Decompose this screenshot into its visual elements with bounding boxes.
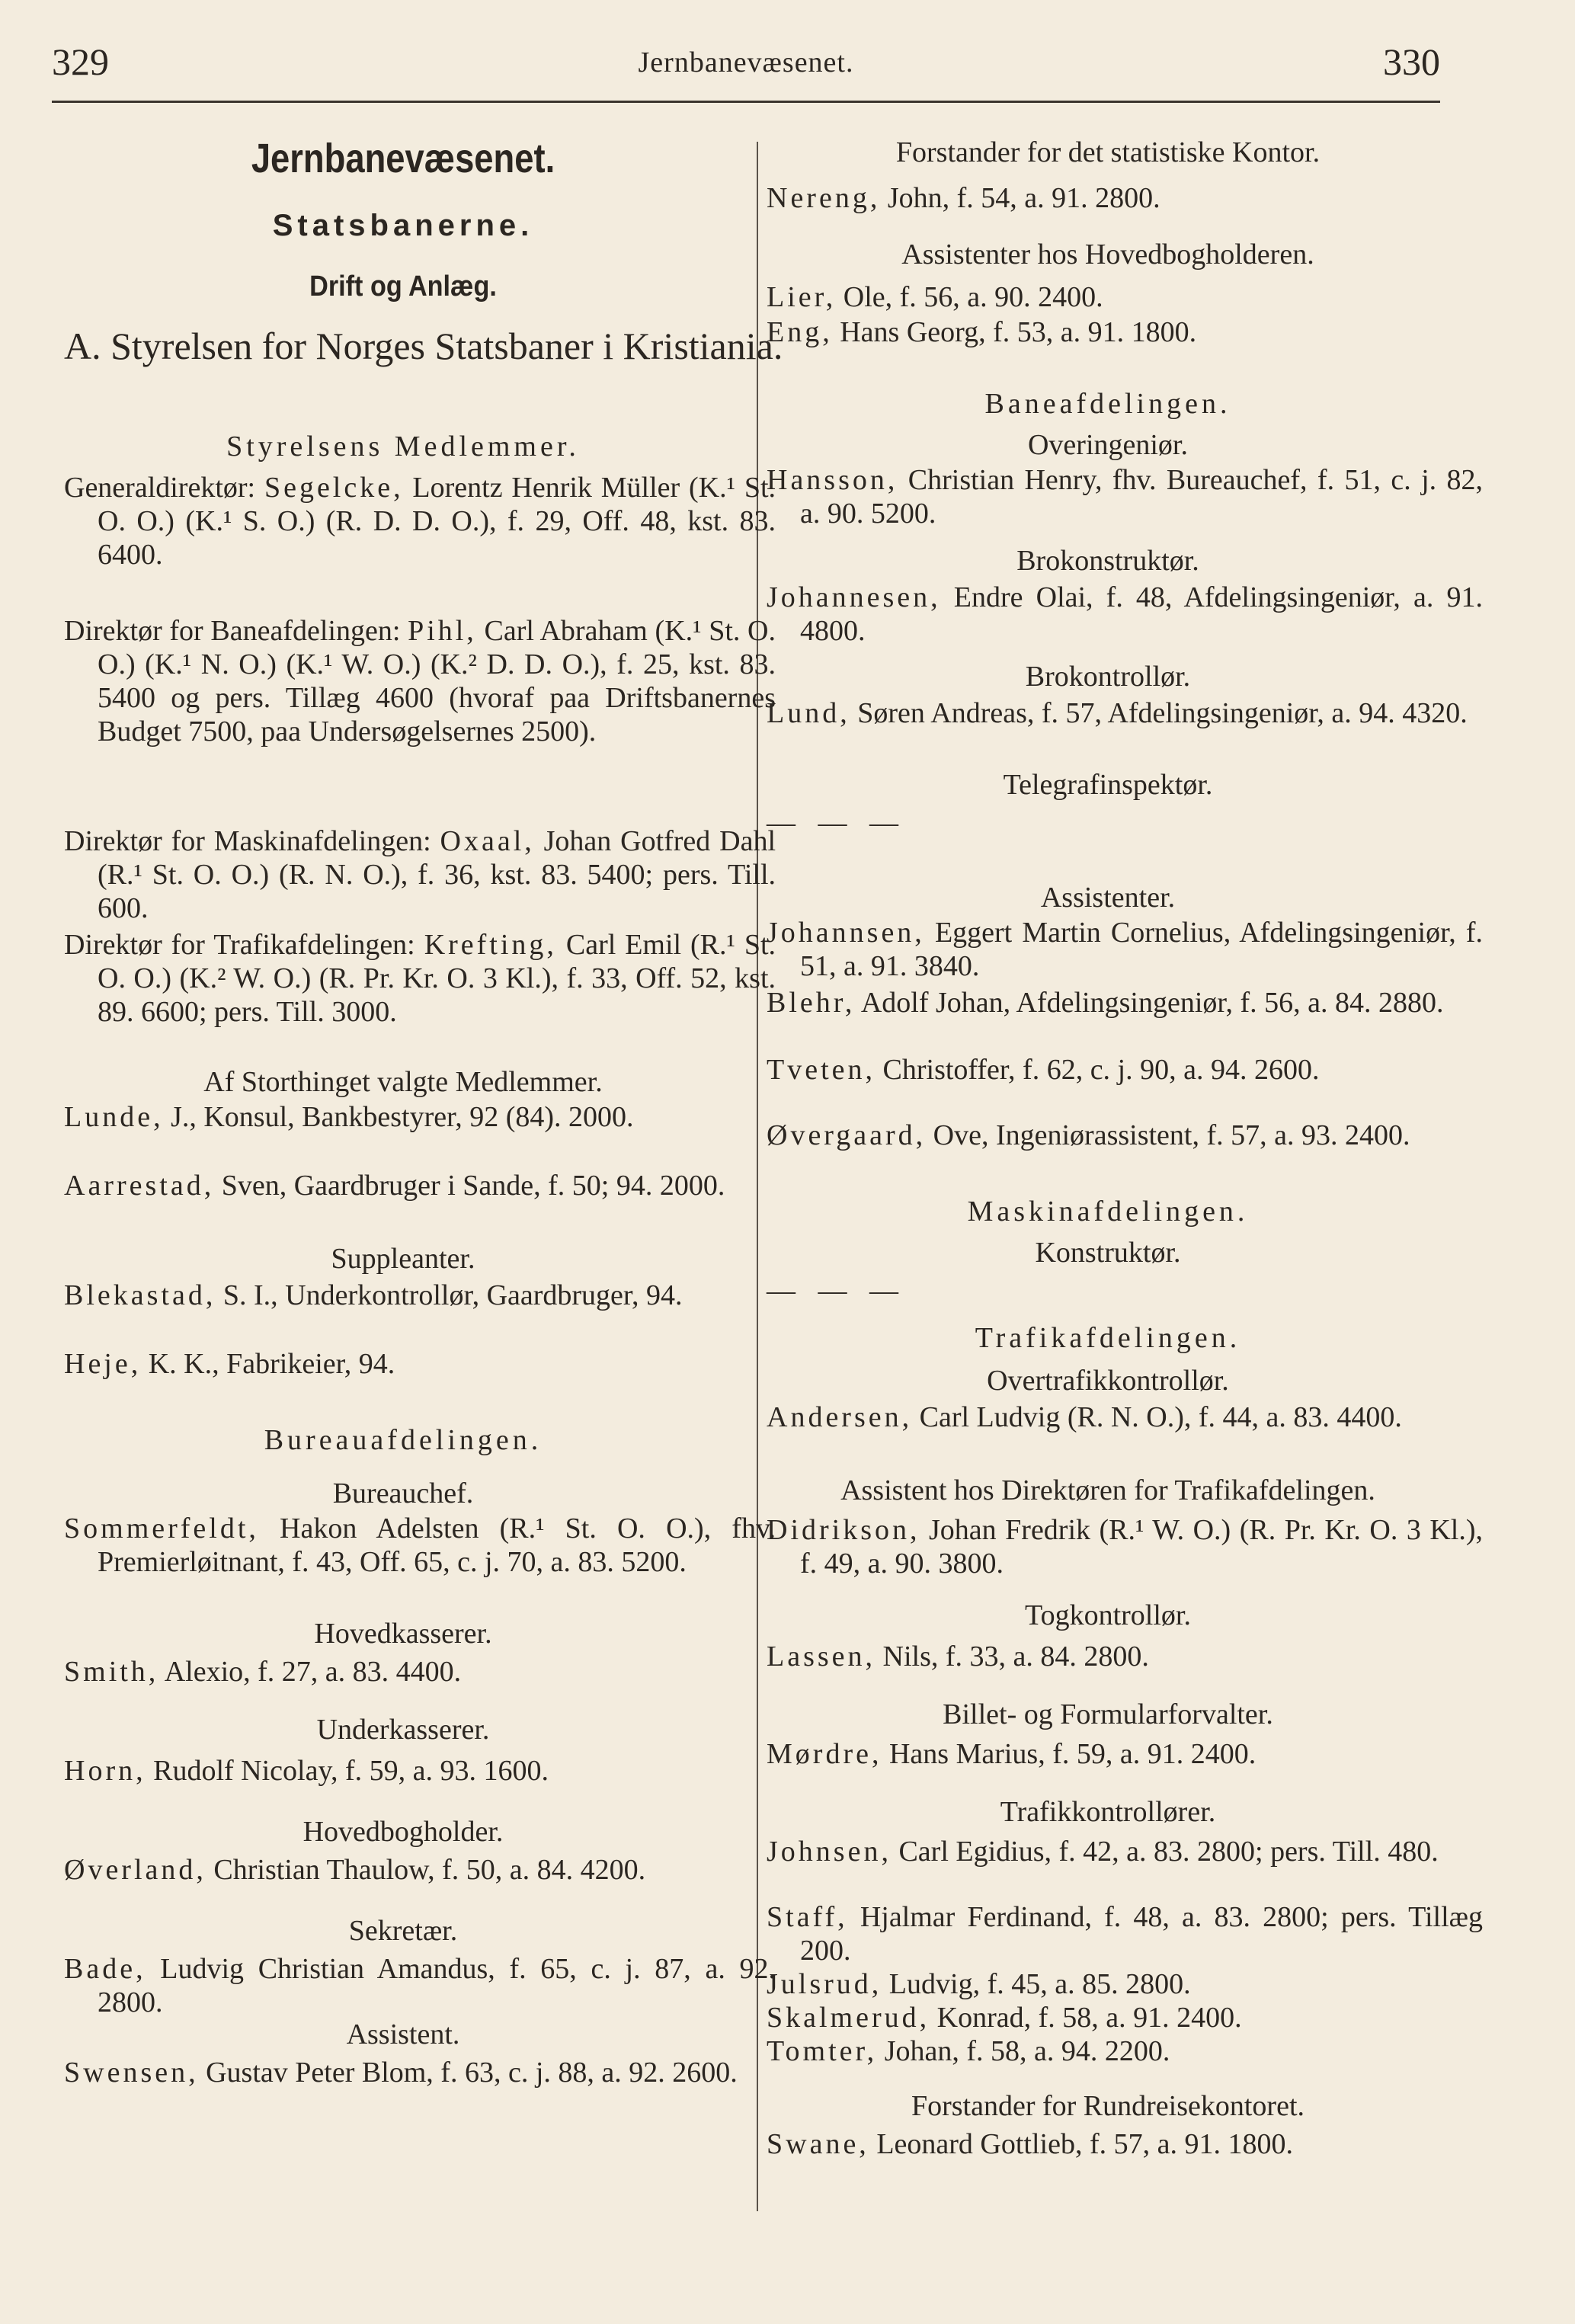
heading-statsbanerne: Statsbanerne. — [272, 209, 534, 242]
section-underkasserer: Underkasserer. — [316, 1714, 490, 1746]
entry-name: Krefting, — [424, 929, 557, 961]
entry-details: Christian Henry, fhv. Bureauchef, f. 51, c. j. 82, a. 90. 5200. — [800, 464, 1484, 530]
vacancy-dashes: — — — — [767, 807, 906, 839]
entry-name: Johannesen, — [767, 581, 941, 613]
entry-details: Carl Ludvig (R. N. O.), f. 44, a. 83. 4400. — [919, 1401, 1402, 1433]
entry-details: K. K., Fabrikeier, 94. — [148, 1348, 395, 1380]
entry-details: Rudolf Nicolay, f. 59, a. 93. 1600. — [153, 1755, 549, 1787]
entry-name: Lund, — [767, 697, 850, 729]
section-brokontrollor: Brokontrollør. — [1025, 661, 1191, 693]
entry-name: Oxaal, — [440, 825, 535, 857]
entry-details: J., Konsul, Bankbestyrer, 92 (84). 2000. — [171, 1101, 634, 1133]
section-storting-members: Af Storthinget valgte Medlemmer. — [203, 1066, 603, 1098]
entry-name: Swane, — [767, 2128, 869, 2160]
entry-name: Hansson, — [767, 464, 898, 496]
section-suppleanter: Suppleanter. — [331, 1243, 475, 1275]
entry-details: Hans Marius, f. 59, a. 91. 2400. — [888, 1738, 1256, 1770]
section-maskinafdelingen: Maskinafdelingen. — [967, 1196, 1249, 1228]
entry-details: Hjalmar Ferdinand, f. 48, a. 83. 2800; pers. Tillæg 200. — [800, 1901, 1483, 1967]
entry-name: Andersen, — [767, 1401, 913, 1433]
entry-details: Hans Georg, f. 53, a. 91. 1800. — [840, 316, 1197, 348]
entry-bade — [64, 1952, 776, 2019]
entry-details: Søren Andreas, f. 57, Afdelingsingeniør, a. 94. 4320. — [857, 697, 1468, 729]
entry-staff — [767, 1900, 1483, 1967]
entry-details: Sven, Gaardbruger i Sande, f. 50; 94. 2000. — [221, 1170, 725, 1202]
entry-name: Eng, — [767, 316, 833, 348]
entry-role: Direktør for Baneafdelingen: — [64, 615, 401, 647]
entry-name: Lier, — [767, 281, 837, 313]
entry-direktor-bane — [64, 614, 776, 748]
entry-sommerfeldt — [64, 1512, 776, 1579]
entry-name: Staff, — [767, 1901, 848, 1933]
entry-details: Ludvig Christian Amandus, f. 65, c. j. 87, a. 92. 2800. — [98, 1953, 776, 2018]
section-overingenior: Overingeniør. — [1027, 429, 1188, 461]
entry-name: Johannsen, — [767, 917, 925, 949]
section-togkontrollor: Togkontrollør. — [1025, 1599, 1191, 1631]
section-rundreisekontoret: Forstander for Rundreisekontoret. — [911, 2090, 1305, 2122]
section-hovedbogholder: Hovedbogholder. — [303, 1816, 504, 1848]
entry-name: Tomter, — [767, 2035, 878, 2067]
entry-johnsen — [767, 1835, 1483, 1868]
entry-direktor-trafik — [64, 928, 776, 1029]
entry-name: Lunde, — [64, 1101, 164, 1133]
heading-styrelsen: A. Styrelsen for Norges Statsbaner i Kristiania. — [64, 325, 783, 367]
entry-name: Nereng, — [767, 182, 881, 214]
heading-drift-og-anlaeg: Drift og Anlæg. — [309, 270, 497, 303]
entry-details: Johan Gotfred Dahl (R.¹ St. O. O.) (R. N. O.), f. 36, kst. 83. 5400; pers. Till. 600. — [98, 825, 776, 924]
entry-eng — [767, 315, 1483, 349]
section-statistisk-kontor: Forstander for det statistiske Kontor. — [895, 136, 1321, 168]
entry-name: Øverland, — [64, 1854, 206, 1886]
entry-hansson — [767, 463, 1483, 530]
entry-details: Endre Olai, f. 48, Afdelingsingeniør, a. 91. 4800. — [800, 581, 1484, 647]
entry-johannesen — [767, 581, 1483, 648]
entry-blekastad — [64, 1279, 776, 1312]
entry-lier — [767, 280, 1483, 314]
entry-lunde — [64, 1100, 776, 1134]
entry-name: Sommerfeldt, — [64, 1513, 259, 1545]
entry-details: Ludvig, f. 45, a. 85. 2800. — [888, 1968, 1191, 2000]
entry-details: Ole, f. 56, a. 90. 2400. — [843, 281, 1103, 313]
entry-name: Heje, — [64, 1348, 142, 1380]
heading-jernbanevaesenet: Jernbanevæsenet. — [251, 136, 555, 181]
entry-tveten — [767, 1053, 1483, 1087]
section-telegrafinspektor: Telegrafinspektør. — [1003, 769, 1213, 801]
entry-name: Pihl, — [408, 615, 477, 647]
section-bureauchef: Bureauchef. — [332, 1477, 474, 1509]
section-assistent: Assistent. — [346, 2018, 460, 2050]
header-rule — [52, 101, 1440, 103]
entry-details: Ove, Ingeniørassistent, f. 57, a. 93. 2400. — [933, 1119, 1410, 1151]
entry-name: Blehr, — [767, 987, 856, 1019]
entry-andersen — [767, 1400, 1483, 1434]
entry-direktor-maskin — [64, 824, 776, 925]
entry-name: Mørdre, — [767, 1738, 882, 1770]
section-trafikkontrollorer: Trafikkontrollører. — [1000, 1796, 1216, 1828]
entry-heje — [64, 1347, 776, 1381]
entry-details: Konrad, f. 58, a. 91. 2400. — [936, 2002, 1242, 2034]
entry-name: Smith, — [64, 1656, 159, 1688]
entry-role: Direktør for Trafikafdelingen: — [64, 929, 415, 961]
entry-details: Gustav Peter Blom, f. 63, c. j. 88, a. 92. 2600. — [206, 2057, 738, 2089]
entry-name: Lassen, — [767, 1641, 876, 1673]
entry-role: Generaldirektør: — [64, 472, 256, 504]
entry-details: Eggert Martin Cornelius, Afdelingsingeniør, f. 51, a. 91. 3840. — [800, 917, 1483, 982]
entry-lund — [767, 696, 1483, 730]
right-page-number: 330 — [1383, 40, 1440, 83]
section-baneafdelingen: Baneafdelingen. — [984, 388, 1231, 420]
entry-horn — [64, 1754, 776, 1788]
entry-details: Nils, f. 33, a. 84. 2800. — [882, 1641, 1149, 1673]
entry-swane — [767, 2127, 1483, 2161]
section-overtrafikkontrollor: Overtrafikkontrollør. — [987, 1365, 1229, 1397]
entry-details: Christoffer, f. 62, c. j. 90, a. 94. 2600. — [882, 1054, 1320, 1086]
entry-mordre — [767, 1737, 1483, 1771]
entry-tomter — [767, 2034, 1483, 2068]
entry-swensen — [64, 2056, 776, 2089]
entry-details: Lorentz Henrik Müller (K.¹ St. O. O.) (K.¹ S. O.) (R. D. D. O.), f. 29, Off. 48, kst. 83. 6400. — [98, 472, 776, 571]
entry-generaldirektor — [64, 471, 776, 571]
section-styrelsens-medlemmer: Styrelsens Medlemmer. — [226, 431, 580, 463]
section-assistent-direktor: Assistent hos Direktøren for Trafikafdelingen. — [840, 1474, 1375, 1506]
running-title: Jernbanevæsenet. — [638, 46, 854, 78]
entry-name: Johnsen, — [767, 1836, 892, 1868]
entry-name: Didrikson, — [767, 1514, 920, 1546]
entry-overgaard — [767, 1119, 1483, 1152]
entry-name: Julsrud, — [767, 1968, 882, 2000]
section-trafikafdelingen: Trafikafdelingen. — [975, 1322, 1241, 1354]
section-hovedkasserer: Hovedkasserer. — [314, 1618, 492, 1650]
entry-details: Carl Abraham (K.¹ St. O. O.) (K.¹ N. O.) (K.¹ W. O.) (K.² D. D. O.), f. 25, kst. 83. 5400 og pers. Tillæg 4600 (hvoraf paa Driftsbanernes Budget 7500, paa Undersøgelsernes 2500). — [98, 615, 776, 747]
entry-johannsen — [767, 916, 1483, 983]
entry-details: Adolf Johan, Afdelingsingeniør, f. 56, a. 84. 2880. — [860, 987, 1444, 1019]
entry-details: Christian Thaulow, f. 50, a. 84. 4200. — [213, 1854, 646, 1886]
entry-details: John, f. 54, a. 91. 2800. — [887, 182, 1160, 214]
entry-details: Alexio, f. 27, a. 83. 4400. — [164, 1656, 462, 1688]
entry-details: Carl Egidius, f. 42, a. 83. 2800; pers. Till. 480. — [898, 1836, 1439, 1868]
entry-name: Blekastad, — [64, 1279, 216, 1311]
entry-role: Direktør for Maskinafdelingen: — [64, 825, 431, 857]
section-bureauafdelingen: Bureauafdelingen. — [264, 1424, 543, 1456]
entry-name: Bade, — [64, 1953, 146, 1985]
entry-details: Johan, f. 58, a. 94. 2200. — [884, 2035, 1170, 2067]
section-sekretaer: Sekretær. — [348, 1915, 458, 1947]
section-konstruktor: Konstruktør. — [1035, 1237, 1181, 1269]
entry-details: Carl Emil (R.¹ St. O. O.) (K.² W. O.) (R. Pr. Kr. O. 3 Kl.), f. 33, Off. 52, kst. 89. 6600; pers. Till. 3000. — [98, 929, 776, 1028]
entry-blehr — [767, 986, 1483, 1020]
entry-julsrud — [767, 1967, 1483, 2001]
entry-lassen — [767, 1640, 1483, 1673]
entry-didrikson — [767, 1513, 1483, 1580]
entry-details: Johan Fredrik (R.¹ W. O.) (R. Pr. Kr. O. 3 Kl.), f. 49, a. 90. 3800. — [800, 1514, 1483, 1580]
left-page-number: 329 — [52, 40, 109, 83]
section-billet-forvalter: Billet- og Formularforvalter. — [943, 1698, 1273, 1730]
entry-name: Skalmerud, — [767, 2002, 930, 2034]
entry-aarrestad — [64, 1169, 776, 1202]
entry-name: Tveten, — [767, 1054, 876, 1086]
entry-details: S. I., Underkontrollør, Gaardbruger, 94. — [222, 1279, 683, 1311]
entry-name: Segelcke, — [264, 472, 404, 504]
section-assistenter-hovedbog: Assistenter hos Hovedbogholderen. — [901, 238, 1314, 270]
entry-name: Horn, — [64, 1755, 146, 1787]
entry-details: Hakon Adelsten (R.¹ St. O. O.), fhv. Premierløitnant, f. 43, Off. 65, c. j. 70, a. 83. 5200. — [98, 1513, 776, 1578]
entry-name: Swensen, — [64, 2057, 199, 2089]
entry-smith — [64, 1655, 776, 1689]
entry-skalmerud — [767, 2001, 1483, 2034]
running-header — [52, 40, 1440, 104]
entry-name: Aarrestad, — [64, 1170, 215, 1202]
entry-nereng — [767, 181, 1483, 215]
entry-details: Leonard Gottlieb, f. 57, a. 91. 1800. — [876, 2128, 1293, 2160]
entry-name: Øvergaard, — [767, 1119, 927, 1151]
vacancy-dashes: — — — — [767, 1275, 906, 1307]
section-brokonstruktor: Brokonstruktør. — [1016, 545, 1199, 577]
entry-overland — [64, 1853, 776, 1887]
section-assistenter: Assistenter. — [1040, 882, 1176, 914]
